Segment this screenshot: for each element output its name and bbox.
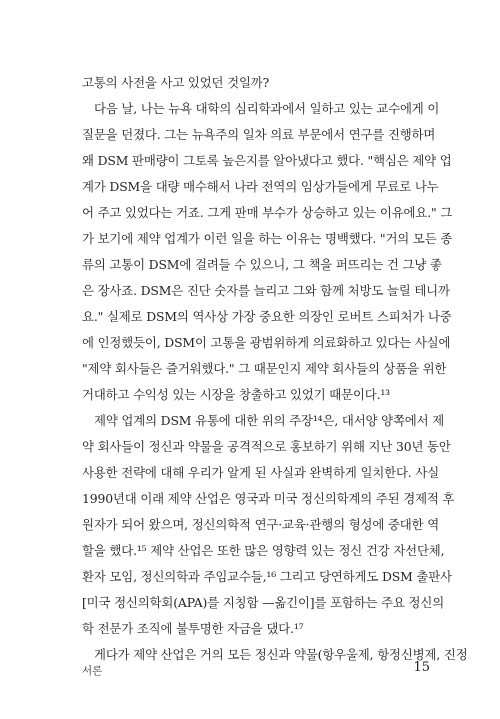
text-line: 요." 실제로 DSM의 역사상 가장 중요한 의장인 로버트 스피처가 나중	[82, 309, 452, 324]
text-line: 계가 DSM을 대량 매수해서 나라 전역의 임상가들에게 무료로 나누	[82, 179, 439, 194]
text-line: 할을 했다.¹⁵ 제약 산업은 또한 많은 영향력 있는 정신 건강 자선단체,	[82, 543, 445, 558]
text-line: 원자가 되어 왔으며, 정신의학적 연구·교육·관행의 형성에 중대한 역	[82, 517, 440, 532]
text-line: 다음 날, 나는 뉴욕 대학의 심리학과에서 일하고 있는 교수에게 이	[94, 101, 440, 116]
text-line: 류의 고통이 DSM에 걸려들 수 있으니, 그 책을 퍼뜨리는 건 그냥 좋	[82, 257, 442, 272]
text-line: 환자 모임, 정신의학과 주임교수들,¹⁶ 그리고 당연하게도 DSM 출판사	[82, 569, 452, 584]
text-line: 거대하고 수익성 있는 시장을 창출하고 있었기 때문이다.¹³	[82, 387, 390, 402]
body-text	[82, 70, 468, 668]
text-line: 1990년대 이래 제약 산업은 영국과 미국 정신의학계의 주된 경제적 후	[82, 491, 455, 506]
text-line: 질문을 던졌다. 그는 뉴욕주의 일차 의료 부문에서 연구를 진행하며	[82, 127, 436, 142]
page-number: 15	[413, 660, 430, 675]
text-line: 은 장사죠. DSM은 진단 숫자를 늘리고 그와 함께 처방도 늘릴 테니까	[82, 283, 450, 298]
text-line: 게다가 제약 산업은 거의 모든 정신과 약물(항우울제, 항정신병제, 진정	[94, 647, 468, 662]
text-line: 약 회사들이 정신과 약물을 공격적으로 홍보하기 위해 지난 30년 동안	[82, 439, 451, 454]
text-line: 학 전문가 조직에 불투명한 자금을 댔다.¹⁷	[82, 621, 304, 636]
text-line: 고통의 사전을 사고 있었던 것일까?	[82, 75, 270, 90]
text-line: 사용한 전략에 대해 우리가 알게 된 사실과 완벽하게 일치한다. 사실	[82, 465, 440, 480]
text-line: 어 주고 있었다는 거죠. 그게 판매 부수가 상승하고 있는 이유에요." 그	[82, 205, 453, 220]
running-footer-section: 서론	[82, 665, 103, 677]
text-line: 가 보기에 제약 업계가 이런 일을 하는 이유는 명백했다. "거의 모든 종	[82, 231, 453, 246]
text-line: "제약 회사들은 즐거워했다." 그 때문인지 제약 회사들의 상품을 위한	[82, 361, 447, 376]
text-line: 제약 업계의 DSM 유통에 대한 위의 주장¹⁴은, 대서양 양쪽에서 제	[94, 413, 445, 428]
text-line: 에 인정했듯이, DSM이 고통을 광범위하게 의료화하고 있다는 사실에	[82, 335, 451, 350]
text-line: 왜 DSM 판매량이 그토록 높은지를 알아냈다고 했다. "핵심은 제약 업	[82, 153, 452, 168]
text-line: [미국 정신의학회(APA)를 지칭함 —옮긴이]를 포함하는 주요 정신의	[82, 595, 445, 610]
